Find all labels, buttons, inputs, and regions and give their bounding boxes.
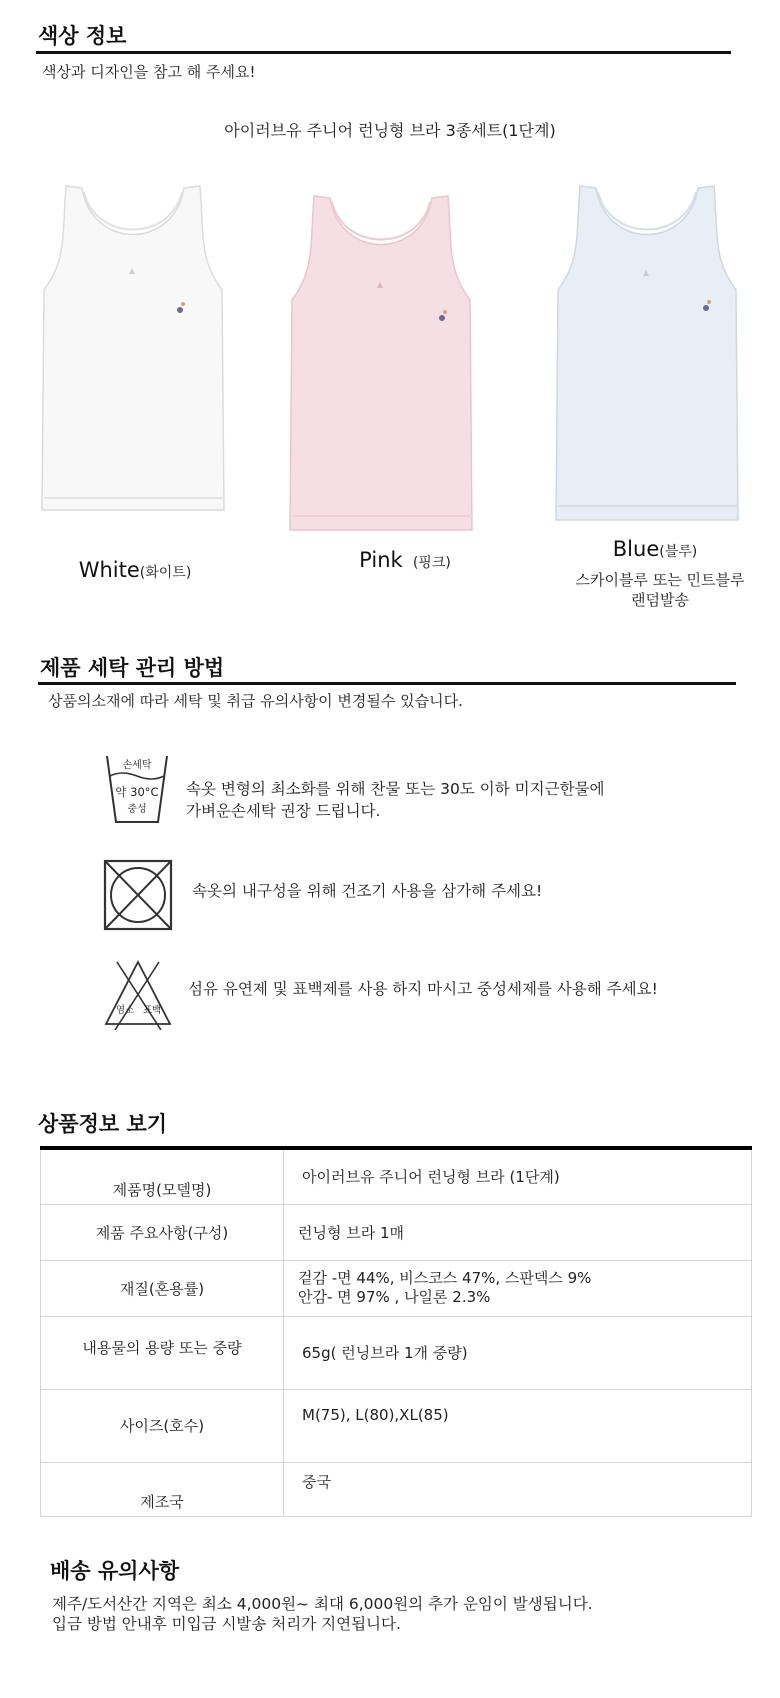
row-label: 내용물의 용량 또는 중량 xyxy=(41,1316,284,1389)
no-bleach-icon xyxy=(103,958,173,1034)
table-row xyxy=(41,1148,752,1204)
table-row xyxy=(41,1316,752,1389)
set-name: 아이러브유 주니어 런닝형 브라 3종세트(1단계) xyxy=(224,121,556,140)
row-value: 중국 xyxy=(284,1462,752,1516)
care-text-2: 속옷의 내구성을 위해 건조기 사용을 삼가해 주세요! xyxy=(192,882,543,900)
neutral-label: 중성 xyxy=(127,804,147,815)
table-row xyxy=(41,1260,752,1316)
care-text-3: 섬유 유연제 및 표백제를 사용 하지 마시고 중성세제를 사용해 주세요! xyxy=(188,980,658,998)
care-section-title: 제품 세탁 관리 방법 xyxy=(40,656,225,680)
blue-name-ko: (블루) xyxy=(659,544,698,560)
care-text-1 xyxy=(186,778,605,822)
white-shirt-image xyxy=(22,180,244,536)
row-label: 사이즈(호수) xyxy=(41,1389,284,1462)
color-section-subtitle: 색상과 디자인을 참고 해 주세요! xyxy=(42,63,256,81)
shipping-section-title: 배송 유의사항 xyxy=(50,1559,180,1583)
section-divider xyxy=(36,51,731,54)
color-section-title: 색상 정보 xyxy=(38,24,127,48)
white-name-ko: (화이트) xyxy=(139,565,192,581)
pink-name: Pink xyxy=(359,548,403,572)
info-section-title: 상품정보 보기 xyxy=(38,1112,168,1136)
blue-label xyxy=(590,537,720,561)
pink-name-ko: (핑크) xyxy=(412,555,451,571)
row-value: M(75), L(80),XL(85) xyxy=(284,1389,752,1462)
care-text-1-line1: 속옷 변형의 최소화를 위해 찬물 또는 30도 이하 미지근한물에 xyxy=(186,780,605,798)
temp-label: 약 30°C xyxy=(115,785,159,799)
white-label xyxy=(70,558,200,582)
hand-wash-label: 손세탁 xyxy=(122,760,152,771)
row-label: 제품 주요사항(구성) xyxy=(41,1204,284,1260)
row-label: 재질(혼용률) xyxy=(41,1260,284,1316)
shipping-notice-2: 입금 방법 안내후 미입금 시발송 처리가 지연됩니다. xyxy=(52,1615,401,1633)
section-divider xyxy=(38,682,736,685)
row-value: 65g( 런닝브라 1개 중량) xyxy=(284,1316,752,1389)
row-value-line1: 겉감 -면 44%, 비스코스 47%, 스판덱스 9% xyxy=(298,1269,592,1287)
table-row xyxy=(41,1389,752,1462)
row-label: 제품명(모델명) xyxy=(41,1148,284,1204)
row-value xyxy=(284,1260,752,1316)
product-info-table xyxy=(40,1146,752,1517)
row-value: 런닝형 브라 1매 xyxy=(284,1204,752,1260)
no-tumble-dry-icon xyxy=(103,859,173,935)
table-row xyxy=(41,1462,752,1516)
care-text-1-line2: 가벼운손세탁 권장 드립니다. xyxy=(186,802,381,820)
white-name: White xyxy=(78,558,140,582)
shipping-notice-1: 제주/도서산간 지역은 최소 4,000원~ 최대 6,000원의 추가 운임이 발생됩니다. xyxy=(52,1595,593,1613)
table-row xyxy=(41,1204,752,1260)
blue-note: 스카이블루 또는 민트블루 랜덤발송 xyxy=(575,571,745,609)
row-value-line2: 안감- 면 97% , 나일론 2.3% xyxy=(298,1288,491,1306)
blue-name: Blue xyxy=(612,537,660,561)
row-value: 아이러브유 주니어 런닝형 브라 (1단계) xyxy=(284,1148,752,1204)
pink-shirt-image xyxy=(270,190,492,546)
pink-label xyxy=(340,548,470,572)
care-section-subtitle: 상품의소재에 따라 세탁 및 취급 유의사항이 변경될수 있습니다. xyxy=(48,692,463,710)
blue-shirt-image xyxy=(536,180,758,536)
hand-wash-icon xyxy=(104,752,170,830)
row-label: 제조국 xyxy=(41,1462,284,1516)
chlorine-label: 염소 xyxy=(115,1005,135,1016)
bleach-label: 표백 xyxy=(142,1005,162,1016)
